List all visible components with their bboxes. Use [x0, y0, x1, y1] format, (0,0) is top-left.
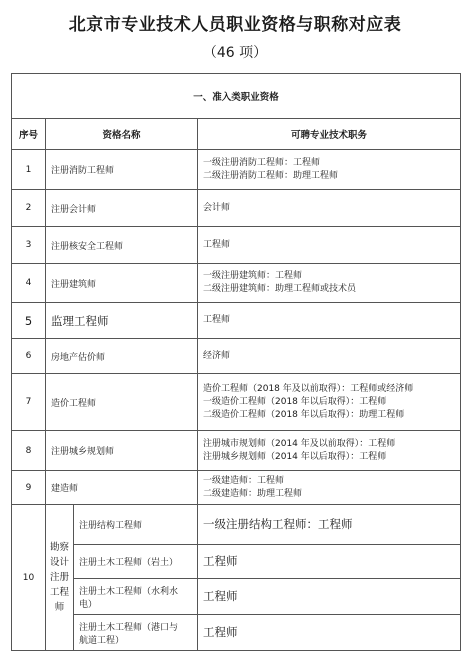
position-line: 二级注册建筑师：助理工程师或技术员 — [203, 284, 357, 294]
position-cell — [198, 579, 461, 615]
position-cell — [198, 545, 461, 579]
table-row — [12, 579, 461, 615]
section-header: 一、准入类职业资格 — [12, 74, 461, 119]
qualification-name: 注册结构工程师 — [74, 505, 198, 545]
qualification-name: 注册建筑师 — [46, 264, 198, 303]
position-cell — [198, 471, 461, 505]
table-row — [12, 471, 461, 505]
position-line: 工程师 — [203, 239, 231, 250]
table-row — [12, 545, 461, 579]
qualification-name: 监理工程师 — [46, 303, 198, 339]
qualification-name: 注册消防工程师 — [46, 150, 198, 190]
position-line: 一级建造师：工程师 — [203, 475, 285, 486]
table-row — [12, 227, 461, 264]
qualification-name: 注册土木工程师（岩土） — [74, 545, 198, 579]
position-line: 工程师 — [203, 315, 231, 325]
position-line: 一级注册建筑师：工程师 — [203, 271, 303, 281]
position-line: 注册城乡规划师（2014 年以后取得）：工程师 — [203, 451, 387, 462]
row-number: 1 — [12, 150, 46, 190]
qualification-name: 注册城乡规划师 — [46, 431, 198, 471]
position-line: 工程师 — [203, 554, 238, 568]
document-subtitle: （46 项） — [202, 45, 268, 61]
qualification-name: 注册核安全工程师 — [46, 227, 198, 264]
position-line: 二级造价工程师（2018 年以后取得）：助理工程师 — [203, 409, 405, 420]
position-line: 二级注册消防工程师：助理工程师 — [203, 170, 339, 181]
header-seq: 序号 — [12, 119, 46, 150]
row-number: 2 — [12, 190, 46, 227]
position-line: 一级注册消防工程师：工程师 — [203, 157, 321, 168]
position-cell — [198, 303, 461, 339]
qualification-name: 造价工程师 — [46, 374, 198, 431]
position-cell — [198, 431, 461, 471]
position-line: 经济师 — [203, 350, 231, 361]
position-cell — [198, 227, 461, 264]
position-line: 一级造价工程师（2018 年以后取得）：工程师 — [203, 396, 387, 407]
row-number: 5 — [12, 303, 46, 339]
position-line: 工程师 — [203, 589, 238, 603]
header-qualification: 资格名称 — [46, 119, 198, 150]
qualification-name: 注册会计师 — [46, 190, 198, 227]
position-line: 会计师 — [203, 202, 231, 213]
position-line: 造价工程师（2018 年及以前取得）：工程师或经济师 — [203, 383, 414, 394]
row-number: 3 — [12, 227, 46, 264]
position-line: 一级注册结构工程师：工程师 — [203, 517, 353, 531]
table-row — [12, 190, 461, 227]
table-row — [12, 505, 461, 545]
row-number: 4 — [12, 264, 46, 303]
row-number: 10 — [12, 505, 46, 651]
position-cell — [198, 339, 461, 374]
qualification-table — [11, 73, 461, 651]
qualification-name: 注册土木工程师（水利水 电） — [74, 579, 198, 615]
position-cell — [198, 374, 461, 431]
table-row — [12, 374, 461, 431]
table-row — [12, 615, 461, 651]
position-cell — [198, 264, 461, 303]
category-label: 勘察 设计 注册 工程 师 — [46, 505, 74, 651]
qualification-name: 房地产估价师 — [46, 339, 198, 374]
position-cell — [198, 150, 461, 190]
row-number: 9 — [12, 471, 46, 505]
header-position: 可聘专业技术职务 — [198, 119, 461, 150]
position-cell — [198, 190, 461, 227]
table-row — [12, 150, 461, 190]
qualification-name: 建造师 — [46, 471, 198, 505]
table-row — [12, 339, 461, 374]
position-cell — [198, 615, 461, 651]
position-line: 二级建造师：助理工程师 — [203, 488, 303, 499]
row-number: 8 — [12, 431, 46, 471]
document-title: 北京市专业技术人员职业资格与职称对应表 — [68, 15, 402, 35]
table-row — [12, 303, 461, 339]
position-line: 注册城市规划师（2014 年及以前取得）：工程师 — [203, 438, 396, 449]
row-number: 6 — [12, 339, 46, 374]
table-row — [12, 264, 461, 303]
row-number: 7 — [12, 374, 46, 431]
qualification-name: 注册土木工程师（港口与 航道工程） — [74, 615, 198, 651]
table-row — [12, 431, 461, 471]
position-line: 工程师 — [203, 625, 238, 639]
position-cell — [198, 505, 461, 545]
